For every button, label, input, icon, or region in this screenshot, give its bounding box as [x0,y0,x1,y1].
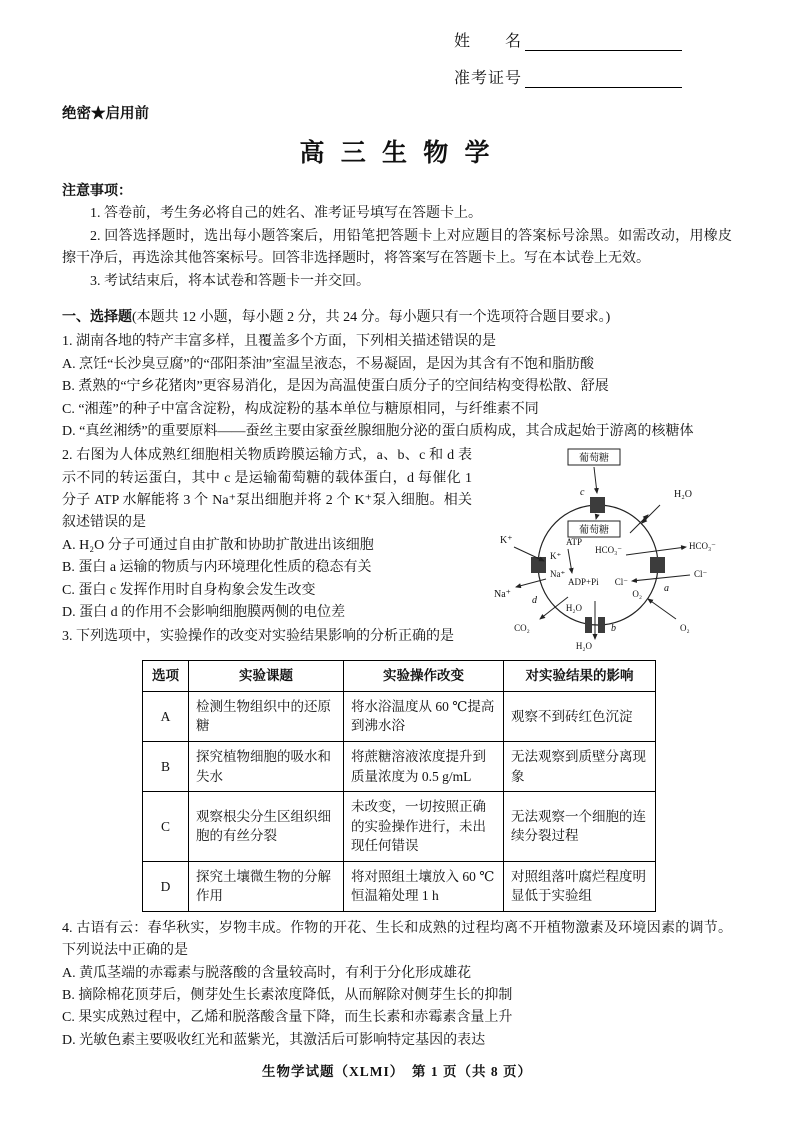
table-row [143,741,656,791]
h2o-top-label: H₂O [674,489,692,501]
paper-title: 高 三 生 物 学 [299,140,495,167]
question-1-option-c: C. “湘莲”的种子中富含淀粉，构成淀粉的基本单位与糖原相同，与纤维素不同 [62,401,539,417]
question-1 [62,331,732,443]
table-cell: 观察不到砖红色沉淀 [504,691,656,741]
channel-b-right-rect [598,617,605,633]
cl-outside-label: Cl⁻ [694,569,708,580]
hco3-outside-label: HCO₃⁻ [689,541,716,552]
question-4-option-a: A. 黄瓜茎端的赤霉素与脱落酸的含量较高时，有利于分化形成雄花 [62,965,472,981]
question-1-option-a: A. 烹饪“长沙臭豆腐”的“邵阳茶油”室温呈液态，不易凝固，是因为其含有不饱和脂肪酸 [62,356,594,372]
table-cell: A [143,691,189,741]
notes-block [62,181,732,293]
adp-pi-label: ADP+Pi [568,577,599,588]
table-row [143,861,656,911]
page-footer: 生物学试题（XLMI） 第 1 页（共 8 页） [262,1064,532,1079]
question-2-option-a: A. H₂O 分子可通过自由扩散和协助扩散进出该细胞 [62,537,374,553]
question-3 [62,626,732,912]
section-heading [62,307,732,329]
question-4 [62,918,732,1052]
table-cell: B [143,741,189,791]
table-header-option: 选项 [143,661,189,692]
question-4-option-b: B. 摘除棉花顶芽后，侧芽处生长素浓度降低，从而解除对侧芽生长的抑制 [62,988,513,1004]
h2o-bottom-label: H₂O [575,641,593,652]
membrane-diagram-svg [480,447,732,652]
transporter-a-rect [650,557,665,573]
table-row [143,792,656,862]
o2-inside-label: O₂ [632,589,642,600]
channel-b-left-rect [585,617,592,633]
glucose-inside-label: 葡萄糖 [579,525,609,537]
question-3-stem: 3. 下列选项中，实验操作的改变对实验结果影响的分析正确的是 [62,629,454,645]
question-4-option-d: D. 光敏色素主要吸收红光和蓝紫光，其激活后可影响特定基因的表达 [62,1032,486,1048]
na-inside-label: Na⁺ [550,569,566,580]
question-1-option-d: D. “真丝湘绣”的重要原料——蚕丝主要由家蚕丝腺细胞分泌的蛋白质构成，其合成起始于游离的核糖体 [62,423,694,439]
exam-no-blank-line [525,70,682,88]
question-4-stem: 4. 古语有云：春华秋实，岁物丰成。作物的开花、生长和成熟的过程均离不开植物激素及环境因素的调节。下列说法中正确的是 [62,920,732,959]
table-cell: 对照组落叶腐烂程度明显低于实验组 [504,861,656,911]
table-cell: 将水浴温度从 60 ℃提高到沸水浴 [344,691,504,741]
transporter-c-rect [590,497,605,513]
table-cell: D [143,861,189,911]
section-heading-rest: (本题共 12 小题，每小题 2 分，共 24 分。每小题只有一个选项符合题目要求。) [132,309,611,325]
name-field-row [454,28,682,51]
secrecy-notice: 绝密★启用前 [62,106,149,122]
exam-no-field-row [454,65,682,88]
transporter-c-label: c [580,487,585,499]
cl-inside-label: Cl⁻ [614,577,628,588]
table-cell: 无法观察一个细胞的连续分裂过程 [504,792,656,862]
na-outside-label: Na⁺ [494,589,511,601]
table-cell: 将对照组土壤放入 60 ℃恒温箱处理 1 h [344,861,504,911]
question-4-option-c: C. 果实成熟过程中，乙烯和脱落酸含量下降，而生长素和赤霉素含量上升 [62,1010,513,1026]
k-outside-label: K⁺ [500,535,513,547]
section-heading-bold: 一、选择题 [62,309,132,325]
atp-label: ATP [566,537,583,548]
transporter-d-rect [531,557,546,573]
name-blank-line [525,33,682,51]
name-label: 姓 名 [454,33,523,50]
table-cell: C [143,792,189,862]
question-2-option-c: C. 蛋白 c 发挥作用时自身构象会发生改变 [62,582,316,598]
table-header-change: 实验操作改变 [344,661,504,692]
table-header-row [143,661,656,692]
table-cell: 探究植物细胞的吸水和失水 [189,741,344,791]
channel-b-label: b [611,623,616,635]
experiment-table [142,660,656,912]
note-item-2: 2. 回答选择题时，选出每小题答案后，用铅笔把答题卡上对应题目的答案标号涂黑。如需改动，用橡皮擦干净后，再选涂其他答案标号。回答非选择题时，将答案写在答题卡上。写在本试卷上无效。 [62,228,732,267]
question-1-option-b: B. 煮熟的“宁乡花猪肉”更容易消化，是因为高温使蛋白质分子的空间结构变得松散、舒展 [62,379,609,395]
table-cell: 探究土壤微生物的分解作用 [189,861,344,911]
question-2-option-d: D. 蛋白 d 的作用不会影响细胞膜两侧的电位差 [62,605,346,621]
hco3-inside-label: HCO₃⁻ [595,545,622,556]
question-2-option-b: B. 蛋白 a 运输的物质与内环境理化性质的稳态有关 [62,560,372,576]
question-2-stem: 2. 右图为人体成熟红细胞相关物质跨膜运输方式，a、b、c 和 d 表示不同的转运蛋白，其中 c 是运输葡萄糖的载体蛋白，d 每催化 1 分子 ATP 水解能将 3 个 Na⁺泵出细胞并将 2 个 K⁺泵入细胞。相关叙述错误的是 [62,448,472,531]
question-1-stem: 1. 湖南各地的特产丰富多样，且覆盖多个方面，下列相关描述错误的是 [62,334,496,350]
co2-label: CO₂ [514,623,530,634]
exam-no-label: 准考证号 [454,70,523,87]
table-cell: 未改变，一切按照正确的实验操作进行，未出现任何错误 [344,792,504,862]
k-inside-label: K⁺ [550,551,562,562]
transporter-d-label: d [532,595,537,607]
table-header-topic: 实验课题 [189,661,344,692]
table-cell: 检测生物组织中的还原糖 [189,691,344,741]
notes-heading: 注意事项： [62,184,132,199]
h2o-inside-label: H₂O [565,603,582,614]
table-row [143,691,656,741]
o2-outside-label: O₂ [680,623,690,634]
note-item-3: 3. 考试结束后，将本试卷和答题卡一并交回。 [90,273,370,289]
transporter-a-label: a [664,583,669,595]
header-fields [454,28,682,88]
glucose-outside-label: 葡萄糖 [579,453,609,465]
table-cell: 观察根尖分生区组织细胞的有丝分裂 [189,792,344,862]
table-cell: 将蔗糖溶液浓度提升到质量浓度为 0.5 g/mL [344,741,504,791]
table-cell: 无法观察到质壁分离现象 [504,741,656,791]
membrane-transport-diagram [480,447,732,652]
note-item-1: 1. 答卷前，考生务必将自己的姓名、准考证号填写在答题卡上。 [90,206,482,222]
table-header-effect: 对实验结果的影响 [504,661,656,692]
